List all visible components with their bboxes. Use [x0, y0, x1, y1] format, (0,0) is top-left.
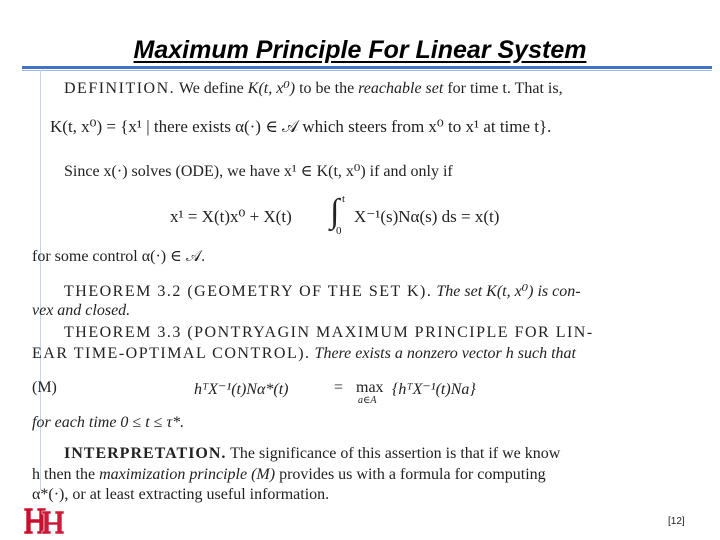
- page-number: [12]: [668, 516, 685, 527]
- interpretation-text2-pre: h then the: [32, 466, 96, 483]
- theorem-3-3-body: There exists a nonzero vector h such that: [314, 345, 576, 362]
- M-max-subscript: a∈A: [358, 395, 377, 406]
- interpretation-text2-italic: maximization principle (M): [99, 466, 276, 483]
- university-of-houston-logo: [22, 506, 66, 536]
- interpretation-heading: INTERPRETATION.: [64, 445, 227, 462]
- definition-text-pre: We define: [178, 80, 244, 97]
- equation-label-M: (M): [32, 379, 57, 396]
- slide-title: Maximum Principle For Linear System: [133, 36, 587, 64]
- theorem-3-2-line: [64, 281, 581, 301]
- theorem-3-2-body-cont: vex and closed.: [32, 302, 131, 319]
- for-some-control: for some control α(·) ∈ 𝒜.: [32, 248, 206, 265]
- definition-text-mid: to be the: [299, 80, 355, 97]
- theorem-3-3-heading: THEOREM 3.3 (PONTRYAGIN MAXIMUM PRINCIPLE FOR LIN-: [64, 324, 594, 341]
- definition-reachable-set: reachable set: [358, 80, 444, 97]
- definition-heading: DEFINITION.: [64, 80, 176, 97]
- theorem-3-3-heading-cont: EAR TIME-OPTIMAL CONTROL).: [32, 345, 311, 362]
- integral-sign: ∫: [330, 193, 340, 230]
- M-max: max: [356, 379, 384, 396]
- integral-lower-limit: 0: [336, 225, 342, 237]
- definition-K: K(t, x⁰): [247, 80, 296, 97]
- theorem-3-2-heading: THEOREM 3.2 (GEOMETRY OF THE SET K).: [64, 283, 433, 300]
- interpretation-line3: α*(·), or at least extracting useful information.: [32, 486, 330, 503]
- interpretation-line1: [64, 445, 560, 463]
- equation-left: x¹ = X(t)x⁰ + X(t): [170, 207, 292, 226]
- interpretation-text2-post: provides us with a formula for computing: [279, 466, 546, 483]
- set-definition: K(t, x⁰) = {x¹ | there exists α(·) ∈ 𝒜 which steers from x⁰ to x¹ at time t}.: [50, 117, 552, 136]
- M-right-side: {hᵀX⁻¹(t)Na}: [392, 381, 476, 398]
- theorem-3-2-body: The set K(t, x⁰) is con-: [436, 283, 581, 300]
- M-left-side: hᵀX⁻¹(t)Nα*(t): [194, 381, 289, 398]
- title-underline-rule: [22, 66, 712, 69]
- interpretation-line2: [32, 466, 546, 484]
- definition-text-post: for time t. That is,: [447, 80, 563, 97]
- equation-right: X⁻¹(s)Nα(s) ds = x(t): [354, 207, 500, 226]
- definition-line: [64, 78, 563, 98]
- interpretation-text1: The significance of this assertion is that if we know: [230, 445, 561, 462]
- integral-upper-limit: t: [342, 193, 346, 205]
- maximum-principle-equation: [32, 379, 712, 413]
- theorem-3-3-line2: [32, 345, 576, 363]
- M-equals: =: [334, 379, 344, 396]
- since-line: Since x(·) solves (ODE), we have x¹ ∈ K(t, x⁰) if and only if: [64, 163, 453, 180]
- for-each-time: for each time 0 ≤ t ≤ τ*.: [32, 414, 185, 431]
- title-underline-rule-thin: [22, 70, 712, 71]
